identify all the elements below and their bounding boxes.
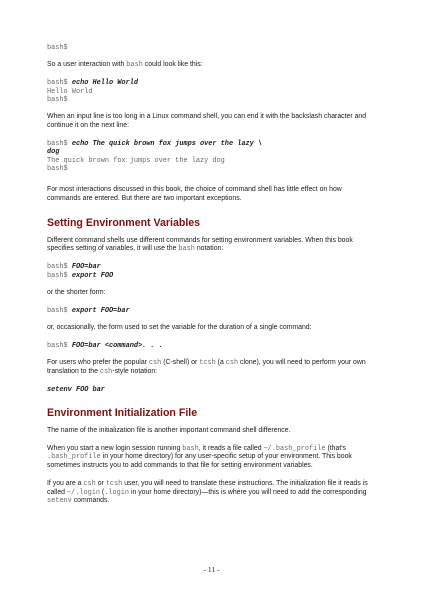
prompt-text: bash$ — [47, 271, 72, 280]
prompt-text: bash$ — [47, 139, 72, 148]
prompt-text: bash$ — [47, 164, 68, 173]
inline-code: csh — [225, 359, 239, 368]
prompt-text: bash$ — [47, 79, 72, 88]
inline-code: .bash_profile — [47, 453, 101, 462]
text-run: So a user interaction with — [47, 61, 127, 69]
inline-code: bash — [126, 61, 143, 70]
text-run: commands. — [71, 497, 110, 505]
command-text: setenv FOO bar — [47, 385, 105, 394]
text-run: , it reads a file called — [198, 444, 264, 452]
text-run: clone), you will need to perform your own translation to the — [47, 359, 366, 375]
prompt-text: bash$ — [47, 306, 72, 315]
command-text: export FOO — [71, 271, 114, 280]
command-text: dog — [47, 148, 60, 157]
paragraph — [47, 61, 377, 70]
prompt-text: bash$ — [47, 341, 72, 350]
paragraph — [47, 359, 377, 376]
code-block — [47, 342, 377, 350]
inline-code: csh — [99, 367, 113, 376]
paragraph — [47, 445, 377, 471]
code-block — [47, 140, 377, 174]
output-text: Hello World — [47, 87, 93, 96]
text-run: notation: — [194, 245, 224, 253]
inline-code: tcsh — [199, 359, 216, 368]
prompt-text: bash$ — [47, 44, 68, 52]
text-run: -style notation: — [112, 367, 158, 375]
code-block — [47, 386, 377, 394]
paragraph: or, occasionally, the form used to set the variable for the duration of a single command: — [47, 324, 312, 332]
code-block — [47, 263, 377, 280]
text-run: Different command shells use different commands for setting environment variables. When this book specifies setting of variables, it will use the — [47, 236, 353, 253]
text-run: or — [95, 479, 106, 487]
section-heading: Setting Environment Variables — [47, 216, 201, 229]
inline-code: ~/.bash_profile — [263, 444, 326, 453]
section-heading: Environment Initialization File — [47, 407, 198, 420]
text-run: in your home directory)—this is where you will need to add the corresponding — [129, 488, 367, 496]
inline-code: setenv — [47, 497, 72, 506]
text-run: (a — [215, 359, 226, 367]
prompt-text: bash$ — [47, 95, 68, 104]
text-run: (C-shell) or — [161, 359, 200, 367]
text-run: (that's — [325, 444, 346, 452]
inline-code: .login — [104, 488, 130, 497]
command-text: echo The quick brown fox jumps over the lazy \ — [71, 139, 263, 148]
paragraph: The name of the initialization file is another important command shell difference. — [47, 427, 291, 435]
page-number: - 11 - — [203, 565, 220, 574]
text-run: in your home directory) for any user-specific setup of your environment. This book sometimes instructs you to add commands to that file for setting environment variables. — [47, 453, 352, 470]
code-block — [47, 307, 377, 315]
inline-code: ~/.login — [66, 488, 101, 497]
command-text: FOO=bar <command>. . . — [71, 341, 163, 350]
text-run: For users who prefer the popular — [47, 359, 149, 367]
code-prompt — [47, 44, 377, 52]
inline-code: csh — [148, 359, 162, 368]
inline-code: csh — [83, 479, 96, 488]
inline-code: bash — [178, 245, 195, 254]
paragraph — [47, 480, 377, 506]
prompt-text: bash$ — [47, 263, 72, 272]
text-run: When you start a new login session running — [47, 444, 183, 452]
inline-code: tcsh — [105, 479, 123, 488]
command-text: export FOO=bar — [71, 306, 130, 315]
page-content — [47, 44, 377, 506]
text-run: user, you will need to translate these instructions. The initialization file it reads is called — [47, 479, 368, 496]
text-run: ( — [100, 488, 105, 496]
paragraph: When an input line is too long in a Linux command shell, you can end it with the backslash character and continue it on the next line: — [47, 113, 367, 130]
command-text: echo Hello World — [71, 79, 138, 88]
text-run: If you are a — [47, 479, 84, 487]
command-text: FOO=bar — [71, 263, 101, 272]
output-text: The quick brown fox jumps over the lazy dog — [47, 156, 225, 165]
paragraph — [47, 237, 377, 254]
paragraph: For most interactions discussed in this book, the choice of command shell has little effect on how commands are entered. But there are two important exceptions. — [47, 186, 342, 203]
inline-code: bash — [182, 444, 199, 453]
paragraph: or the shorter form: — [47, 288, 106, 296]
code-block — [47, 79, 377, 104]
text-run: could look like this: — [142, 61, 203, 69]
